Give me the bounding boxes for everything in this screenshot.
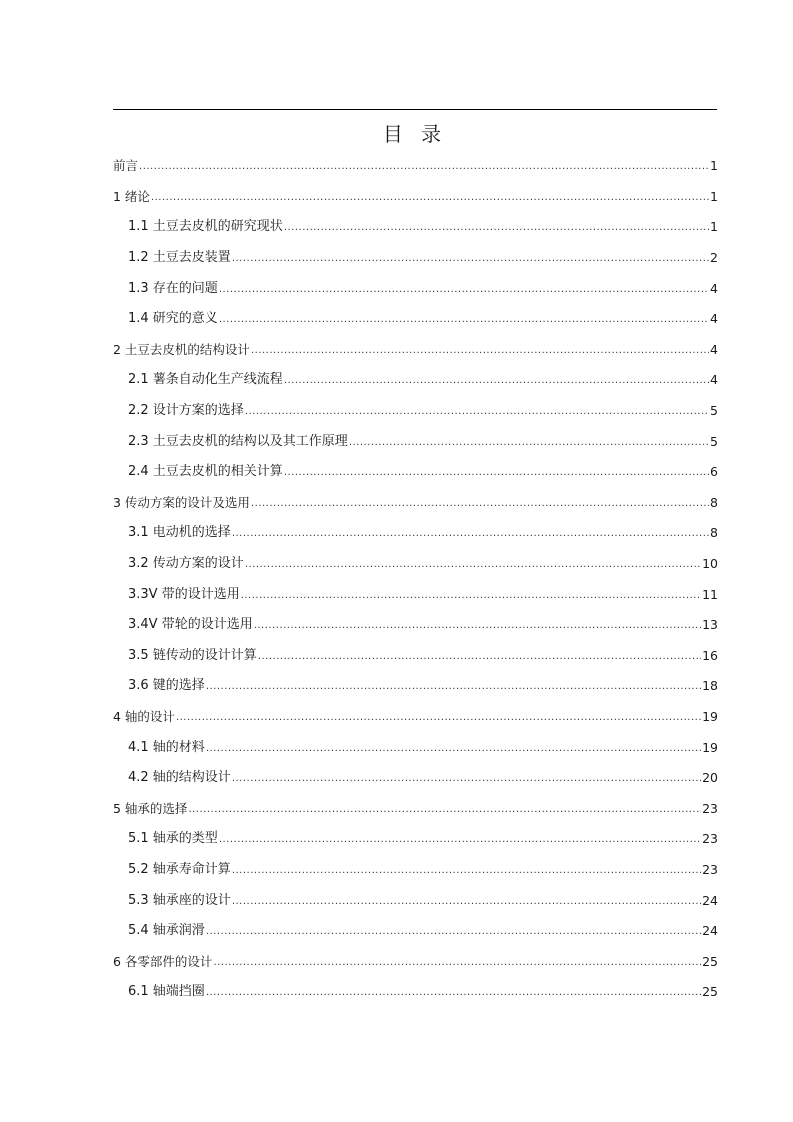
toc-entry[interactable] <box>113 579 718 610</box>
toc-entry-text: 4.2 轴的结构设计 <box>128 770 231 786</box>
toc-dot-leader <box>206 679 701 695</box>
toc-dot-leader <box>219 282 709 298</box>
toc-dot-leader <box>284 373 709 389</box>
toc-dot-leader <box>245 404 709 420</box>
toc-entry[interactable] <box>113 946 718 977</box>
toc-entry-text: 1.3 存在的问题 <box>128 280 218 296</box>
toc-dot-leader <box>176 710 701 726</box>
toc-dot-leader <box>219 832 701 848</box>
toc-page-number: 1 <box>710 158 718 174</box>
toc-dot-leader <box>219 312 709 328</box>
toc-entry[interactable] <box>113 488 718 519</box>
toc-entry-text: 1.4 研究的意义 <box>128 311 218 327</box>
toc-page-number: 4 <box>710 280 718 296</box>
toc-dot-leader <box>232 894 701 910</box>
toc-entry[interactable] <box>113 457 718 488</box>
toc-dot-leader <box>349 435 709 451</box>
toc-dot-leader <box>232 863 701 879</box>
toc-entry-text: 5.3 轴承座的设计 <box>128 892 231 908</box>
toc-page-number: 20 <box>702 770 718 786</box>
toc-entry-text: 3 传动方案的设计及选用 <box>113 494 250 510</box>
toc-page-number: 11 <box>702 586 718 602</box>
toc-page-number: 4 <box>710 341 718 357</box>
toc-page-number: 4 <box>710 311 718 327</box>
toc-page-number: 19 <box>702 708 718 724</box>
toc-entry-text: 3.1 电动机的选择 <box>128 525 231 541</box>
toc-page-number: 24 <box>702 923 718 939</box>
toc-dot-leader <box>151 190 709 206</box>
toc-entry-text: 5.2 轴承寿命计算 <box>128 861 231 877</box>
toc-entry-text: 2.3 土豆去皮机的结构以及其工作原理 <box>128 433 348 449</box>
toc-entry[interactable] <box>113 182 718 213</box>
toc-dot-leader <box>213 955 701 971</box>
toc-entry-text: 6 各零部件的设计 <box>113 953 213 969</box>
toc-entry[interactable] <box>113 151 718 182</box>
toc-page-number: 25 <box>702 984 718 1000</box>
toc-entry-text: 5 轴承的选择 <box>113 800 188 816</box>
toc-page-number: 5 <box>710 433 718 449</box>
toc-dot-leader <box>254 618 701 634</box>
toc-page-number: 25 <box>702 953 718 969</box>
toc-entry[interactable] <box>113 518 718 549</box>
toc-entry[interactable] <box>113 243 718 274</box>
toc-dot-leader <box>188 802 701 818</box>
toc-page-number: 16 <box>702 647 718 663</box>
toc-page-number: 1 <box>710 188 718 204</box>
toc-page-number: 13 <box>702 617 718 633</box>
toc-page-number: 5 <box>710 403 718 419</box>
toc-entry-text: 1.1 土豆去皮机的研究现状 <box>128 219 283 235</box>
toc-dot-leader <box>206 985 701 1001</box>
toc-entry-text: 3.6 键的选择 <box>128 678 205 694</box>
toc-entry[interactable] <box>113 793 718 824</box>
toc-entry-text: 前言 <box>113 158 139 174</box>
toc-page-number: 8 <box>710 494 718 510</box>
toc-entry[interactable] <box>113 304 718 335</box>
toc-entry[interactable] <box>113 885 718 916</box>
toc-dot-leader <box>251 496 709 512</box>
toc-page-number: 18 <box>702 678 718 694</box>
toc-page-number: 6 <box>710 464 718 480</box>
toc-entry-text: 2.4 土豆去皮机的相关计算 <box>128 464 283 480</box>
toc-dot-leader <box>251 343 709 359</box>
toc-entry-text: 3.3V 带的设计选用 <box>128 586 240 602</box>
toc-dot-leader <box>284 465 709 481</box>
toc-entry[interactable] <box>113 855 718 886</box>
toc-entry-text: 2.1 薯条自动化生产线流程 <box>128 372 283 388</box>
toc-page-number: 4 <box>710 372 718 388</box>
toc-page-number: 2 <box>710 250 718 266</box>
toc-page-number: 23 <box>702 861 718 877</box>
toc-entry-text: 1 绪论 <box>113 188 150 204</box>
toc-dot-leader <box>245 557 701 573</box>
toc-dot-leader <box>206 741 701 757</box>
toc-entry-text: 4.1 轴的材料 <box>128 739 205 755</box>
toc-entry[interactable] <box>113 671 718 702</box>
toc-entry[interactable] <box>113 212 718 243</box>
toc-entry[interactable] <box>113 273 718 304</box>
toc-entry[interactable] <box>113 916 718 947</box>
toc-page-number: 1 <box>710 219 718 235</box>
toc-entry[interactable] <box>113 549 718 580</box>
toc-entry-text: 3.5 链传动的设计计算 <box>128 647 257 663</box>
toc-entry[interactable] <box>113 365 718 396</box>
toc-page-number: 19 <box>702 739 718 755</box>
toc-dot-leader <box>258 649 701 665</box>
toc-entry-text: 6.1 轴端挡圈 <box>128 984 205 1000</box>
toc-entry-text: 5.4 轴承润滑 <box>128 923 205 939</box>
toc-page-number: 10 <box>702 556 718 572</box>
toc-dot-leader <box>139 159 709 175</box>
toc-page-number: 8 <box>710 525 718 541</box>
toc-page-number: 23 <box>702 831 718 847</box>
toc-entry[interactable] <box>113 732 718 763</box>
toc-entry[interactable] <box>113 763 718 794</box>
toc-entry[interactable] <box>113 702 718 733</box>
toc-page-number: 23 <box>702 800 718 816</box>
toc-entry-text: 2 土豆去皮机的结构设计 <box>113 341 250 357</box>
toc-entry[interactable] <box>113 396 718 427</box>
toc-entry-text: 4 轴的设计 <box>113 708 175 724</box>
toc-entry[interactable] <box>113 977 718 1008</box>
toc-entry-text: 2.2 设计方案的选择 <box>128 403 244 419</box>
toc-entry-text: 5.1 轴承的类型 <box>128 831 218 847</box>
toc-entry[interactable] <box>113 824 718 855</box>
toc-entry[interactable] <box>113 610 718 641</box>
toc-title: 目 录 <box>382 122 448 146</box>
toc-dot-leader <box>232 526 709 542</box>
toc-dot-leader <box>232 771 701 787</box>
toc-entry-text: 3.4V 带轮的设计选用 <box>128 617 253 633</box>
toc-entry[interactable] <box>113 335 718 366</box>
toc-dot-leader <box>232 251 709 267</box>
toc-dot-leader <box>284 220 709 236</box>
toc-list <box>113 151 718 1008</box>
toc-dot-leader <box>206 924 701 940</box>
toc-dot-leader <box>241 588 701 604</box>
toc-entry[interactable] <box>113 426 718 457</box>
toc-entry-text: 3.2 传动方案的设计 <box>128 556 244 572</box>
toc-page-number: 24 <box>702 892 718 908</box>
toc-entry[interactable] <box>113 641 718 672</box>
toc-entry-text: 1.2 土豆去皮装置 <box>128 250 231 266</box>
header-rule <box>113 109 717 110</box>
